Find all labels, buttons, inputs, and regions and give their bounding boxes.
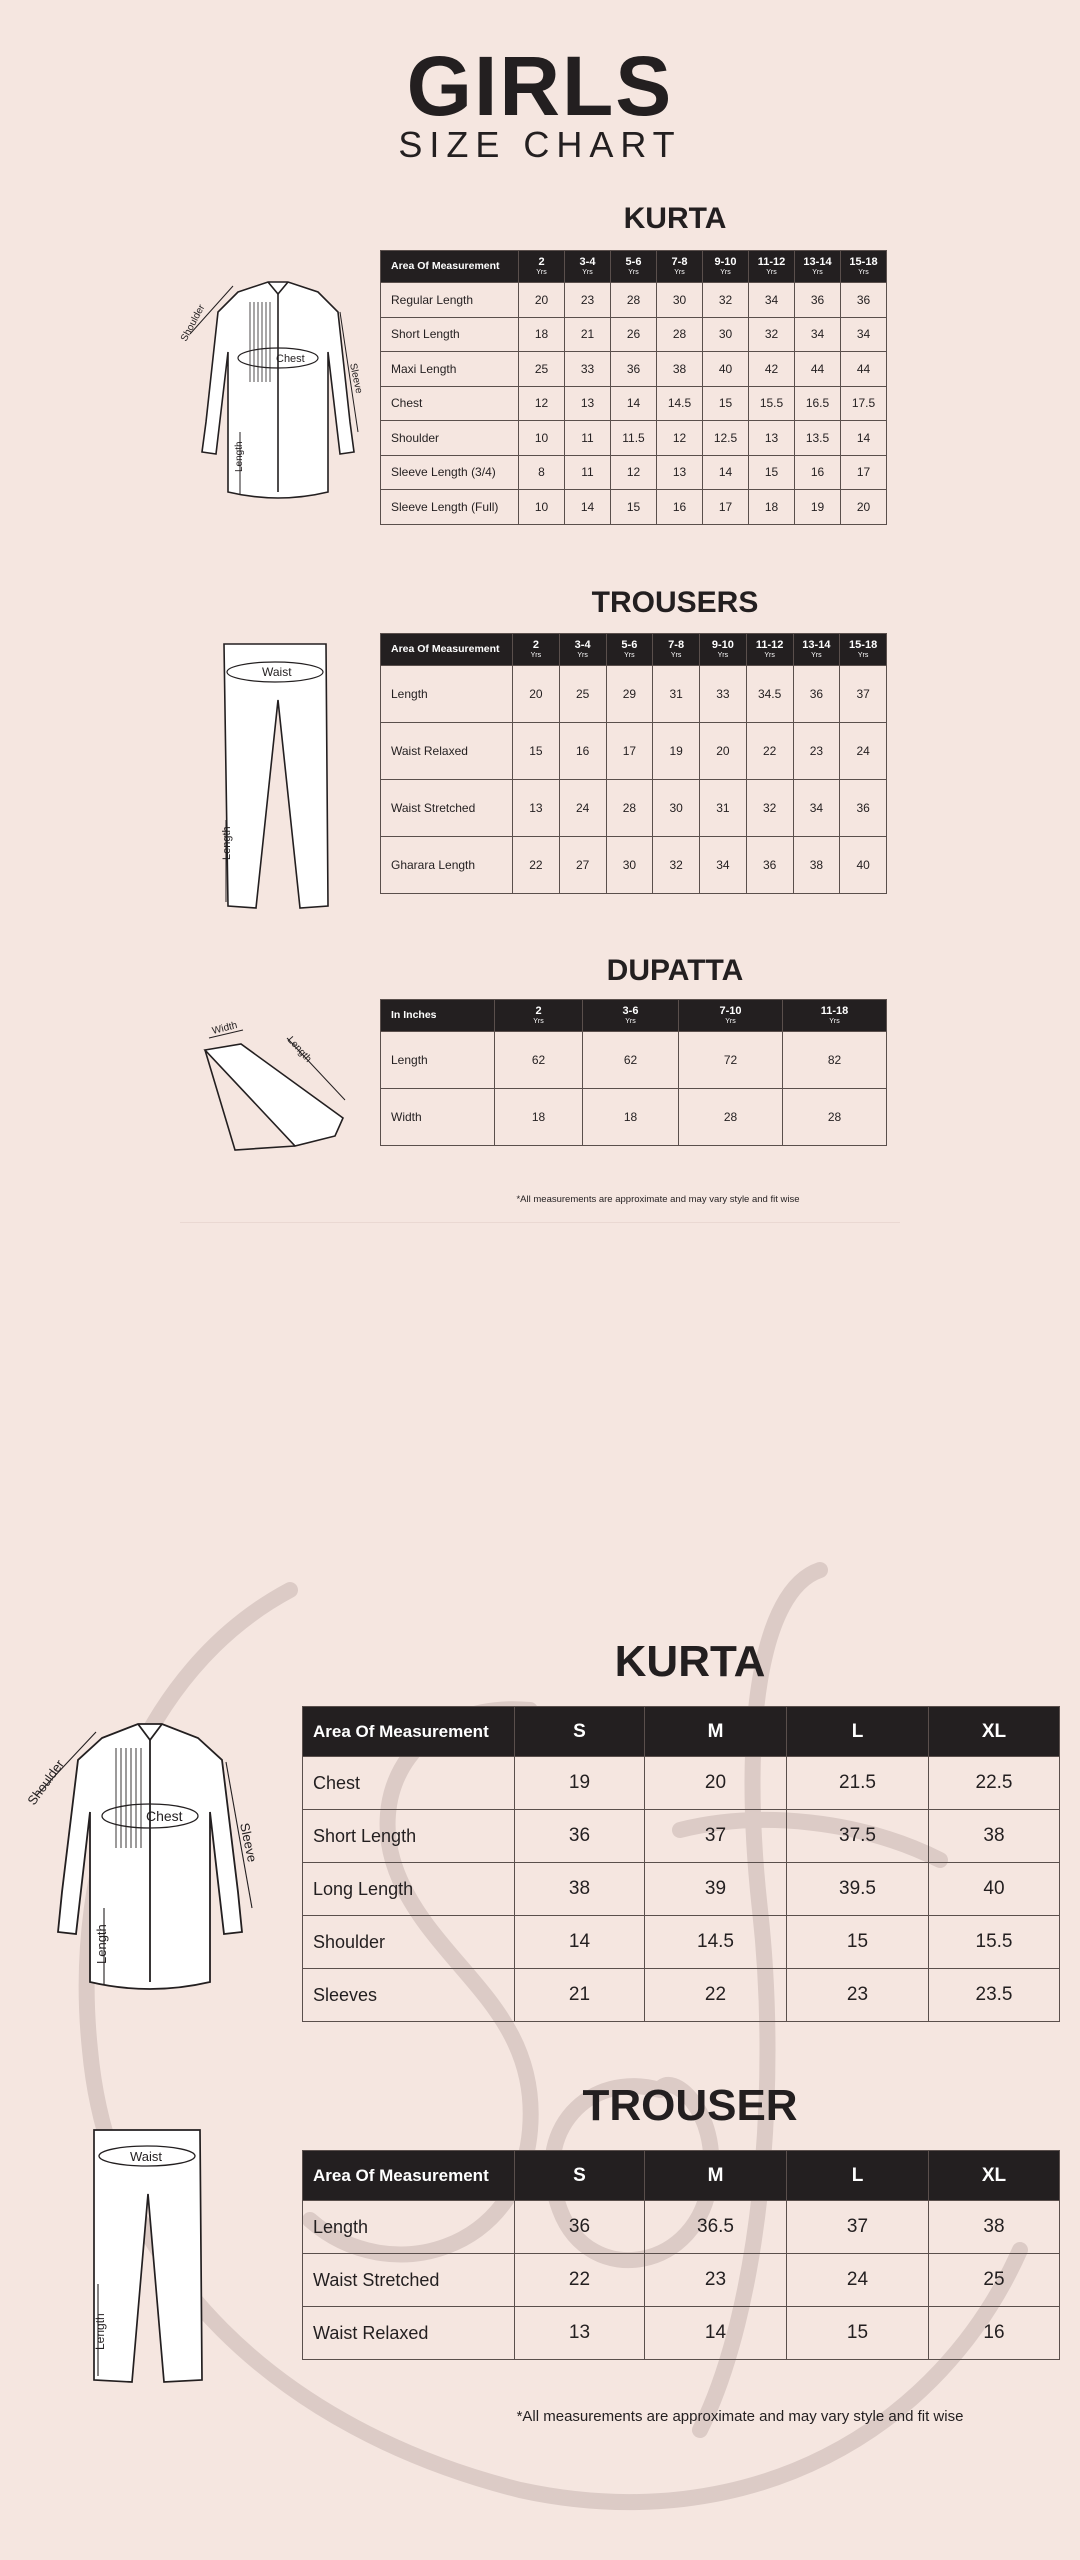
- measurement-value: 36: [841, 283, 887, 318]
- measurement-value: 23: [645, 2254, 787, 2307]
- measurement-value: 17: [841, 455, 887, 490]
- measurement-value: 24: [559, 780, 606, 837]
- kurta-sleeve-label: Sleeve: [347, 362, 365, 395]
- measurement-label: Sleeve Length (3/4): [381, 455, 519, 490]
- trouser-adult-length-label: Length: [93, 2313, 107, 2350]
- size-header: [787, 1707, 929, 1757]
- size-label: XL: [981, 1720, 1007, 1742]
- table-row: [303, 2307, 1060, 2360]
- measurement-value: 34: [700, 837, 747, 894]
- measurement-value: 15: [787, 1916, 929, 1969]
- table-row: [381, 386, 887, 421]
- measurement-value: 31: [700, 780, 747, 837]
- size-header: [700, 634, 747, 666]
- size-header: [746, 634, 793, 666]
- measurement-value: 42: [749, 352, 795, 387]
- measurement-value: 21: [515, 1969, 645, 2022]
- measurement-value: 10: [519, 421, 565, 456]
- measurement-value: 21: [565, 317, 611, 352]
- measurement-label: Shoulder: [303, 1916, 515, 1969]
- size-label: M: [707, 1720, 724, 1742]
- size-header: [703, 251, 749, 283]
- trousers-girls-size-table: [380, 633, 887, 894]
- measurement-value: 38: [515, 1863, 645, 1916]
- size-label: 15-18: [849, 638, 878, 651]
- size-label: 11-18: [820, 1004, 849, 1017]
- yrs-label: Yrs: [628, 269, 639, 277]
- table-row: [303, 1969, 1060, 2022]
- size-label: 7-8: [671, 255, 688, 268]
- measurement-value: 20: [513, 666, 560, 723]
- yrs-label: Yrs: [725, 1018, 736, 1026]
- measurement-value: 32: [746, 780, 793, 837]
- measurement-value: 21.5: [787, 1757, 929, 1810]
- measurement-value: 20: [841, 490, 887, 525]
- size-header: [515, 2151, 645, 2201]
- measurement-value: 38: [929, 1810, 1060, 1863]
- measurement-value: 16: [795, 455, 841, 490]
- dupatta-length-label: Length: [284, 1034, 314, 1065]
- size-header: [795, 251, 841, 283]
- section-divider: [180, 1222, 900, 1223]
- table-row: [381, 1089, 887, 1146]
- size-header: [653, 634, 700, 666]
- size-header: [583, 1000, 679, 1032]
- size-label: S: [573, 1720, 586, 1742]
- size-header: [929, 1707, 1060, 1757]
- size-label: 7-10: [719, 1004, 742, 1017]
- table-row: [381, 837, 887, 894]
- measurement-value: 23: [793, 723, 840, 780]
- kurta-area-header: Area Of Measurement: [381, 251, 519, 283]
- measurement-value: 13: [565, 386, 611, 421]
- measurement-value: 13: [515, 2307, 645, 2360]
- size-label: 3-4: [574, 638, 591, 651]
- table-row: [303, 1810, 1060, 1863]
- table-row: [381, 490, 887, 525]
- measurement-value: 39.5: [787, 1863, 929, 1916]
- size-header: [787, 2151, 929, 2201]
- kurta-length-label: Length: [234, 441, 245, 472]
- size-header: [559, 634, 606, 666]
- measurement-label: Waist Relaxed: [381, 723, 513, 780]
- kurta-adult-shoulder-label: Shoulder: [24, 1756, 68, 1808]
- measurement-value: 12: [611, 455, 657, 490]
- table-row: [381, 421, 887, 456]
- measurement-label: Long Length: [303, 1863, 515, 1916]
- measurement-value: 14: [645, 2307, 787, 2360]
- measurement-value: 62: [583, 1032, 679, 1089]
- measurement-value: 17: [703, 490, 749, 525]
- measurement-value: 22: [513, 837, 560, 894]
- trouser-adult-waist-label: Waist: [130, 2149, 163, 2164]
- measurement-label: Waist Relaxed: [303, 2307, 515, 2360]
- measurement-value: 22: [746, 723, 793, 780]
- size-header: [565, 251, 611, 283]
- measurement-value: 62: [495, 1032, 583, 1089]
- measurement-value: 28: [611, 283, 657, 318]
- measurement-value: 38: [929, 2201, 1060, 2254]
- table-row: [381, 666, 887, 723]
- measurement-value: 12.5: [703, 421, 749, 456]
- table-row: [381, 352, 887, 387]
- measurement-value: 11.5: [611, 421, 657, 456]
- kurta-shoulder-label: Shoulder: [178, 302, 208, 344]
- measurement-label: Length: [381, 1032, 495, 1089]
- table-row: [381, 723, 887, 780]
- measurement-value: 13.5: [795, 421, 841, 456]
- size-label: 2: [532, 638, 539, 651]
- measurement-label: Short Length: [303, 1810, 515, 1863]
- size-header: [657, 251, 703, 283]
- yrs-label: Yrs: [536, 269, 547, 277]
- measurement-value: 10: [519, 490, 565, 525]
- size-label: 13-14: [803, 255, 832, 268]
- yrs-label: Yrs: [720, 269, 731, 277]
- size-header: [515, 1707, 645, 1757]
- measurement-value: 31: [653, 666, 700, 723]
- size-header: [606, 634, 653, 666]
- yrs-label: Yrs: [829, 1018, 840, 1026]
- kurta-adult-section-title: KURTA: [614, 1637, 766, 1686]
- measurement-value: 16: [657, 490, 703, 525]
- size-label: 13-14: [802, 638, 831, 651]
- measurement-value: 18: [519, 317, 565, 352]
- trouser-adult-size-table: [302, 2150, 1060, 2360]
- measurement-value: 28: [679, 1089, 783, 1146]
- measurement-value: 14: [515, 1916, 645, 1969]
- measurement-value: 28: [657, 317, 703, 352]
- measurement-value: 15: [703, 386, 749, 421]
- trousers-area-header: Area Of Measurement: [381, 634, 513, 666]
- table-row: [381, 780, 887, 837]
- yrs-label: Yrs: [766, 269, 777, 277]
- size-header: [645, 1707, 787, 1757]
- measurement-value: 14: [841, 421, 887, 456]
- measurement-value: 39: [645, 1863, 787, 1916]
- measurement-value: 38: [793, 837, 840, 894]
- measurement-value: 34: [793, 780, 840, 837]
- size-label: L: [851, 2164, 864, 2186]
- kurta-girls-size-table: [380, 250, 887, 525]
- measurement-value: 32: [703, 283, 749, 318]
- measurement-value: 18: [495, 1089, 583, 1146]
- measurement-value: 29: [606, 666, 653, 723]
- table-row: [303, 2201, 1060, 2254]
- yrs-label: Yrs: [812, 269, 823, 277]
- size-label: 15-18: [849, 255, 878, 268]
- measurement-label: Chest: [303, 1757, 515, 1810]
- measurement-value: 19: [795, 490, 841, 525]
- measurement-value: 30: [657, 283, 703, 318]
- measurement-value: 15: [513, 723, 560, 780]
- measurement-value: 82: [783, 1032, 887, 1089]
- size-label: 2: [538, 255, 545, 268]
- measurement-value: 24: [840, 723, 887, 780]
- measurement-value: 18: [583, 1089, 679, 1146]
- measurement-label: Regular Length: [381, 283, 519, 318]
- kurta-adult-sleeve-label: Sleeve: [237, 1821, 261, 1864]
- measurement-value: 15.5: [749, 386, 795, 421]
- measurement-value: 37: [787, 2201, 929, 2254]
- measurement-value: 28: [606, 780, 653, 837]
- table-row: [303, 1863, 1060, 1916]
- size-header: [793, 634, 840, 666]
- measurement-value: 24: [787, 2254, 929, 2307]
- measurement-value: 16.5: [795, 386, 841, 421]
- trousers-illustration: [200, 640, 360, 910]
- size-header: [645, 2151, 787, 2201]
- size-header: [840, 634, 887, 666]
- measurement-value: 13: [513, 780, 560, 837]
- measurement-value: 34: [841, 317, 887, 352]
- measurement-value: 34.5: [746, 666, 793, 723]
- size-label: 5-6: [621, 638, 638, 651]
- dupatta-section-title: DUPATTA: [606, 954, 744, 987]
- measurement-value: 33: [565, 352, 611, 387]
- measurement-value: 16: [929, 2307, 1060, 2360]
- measurement-label: Shoulder: [381, 421, 519, 456]
- table-row: [381, 283, 887, 318]
- measurement-label: Length: [303, 2201, 515, 2254]
- size-label: XL: [981, 2164, 1007, 2186]
- measurement-value: 34: [795, 317, 841, 352]
- measurement-value: 22.5: [929, 1757, 1060, 1810]
- measurement-value: 72: [679, 1032, 783, 1089]
- table-row: [303, 1916, 1060, 1969]
- size-label: 9-10: [711, 638, 734, 651]
- measurement-value: 38: [657, 352, 703, 387]
- size-label: 3-6: [622, 1004, 639, 1017]
- measurement-value: 18: [749, 490, 795, 525]
- measurement-value: 30: [653, 780, 700, 837]
- measurement-value: 27: [559, 837, 606, 894]
- measurement-value: 36: [795, 283, 841, 318]
- measurement-value: 22: [515, 2254, 645, 2307]
- measurement-value: 13: [749, 421, 795, 456]
- kurta-adult-illustration: [24, 1712, 270, 2002]
- measurement-value: 15.5: [929, 1916, 1060, 1969]
- size-label: L: [851, 1720, 864, 1742]
- measurement-label: Maxi Length: [381, 352, 519, 387]
- size-label: 9-10: [714, 255, 737, 268]
- measurement-value: 20: [519, 283, 565, 318]
- measurement-value: 36: [840, 780, 887, 837]
- dupatta-size-table: [380, 999, 887, 1146]
- kurta-adult-chest-label: Chest: [146, 1808, 183, 1824]
- measurement-value: 36: [746, 837, 793, 894]
- measurement-value: 40: [840, 837, 887, 894]
- measurement-label: Waist Stretched: [381, 780, 513, 837]
- yrs-label: Yrs: [858, 269, 869, 277]
- measurement-value: 40: [929, 1863, 1060, 1916]
- dupatta-area-header: In Inches: [381, 1000, 495, 1032]
- measurement-label: Chest: [381, 386, 519, 421]
- measurement-value: 14.5: [645, 1916, 787, 1969]
- measurement-value: 20: [645, 1757, 787, 1810]
- measurement-value: 15: [611, 490, 657, 525]
- yrs-label: Yrs: [670, 652, 682, 660]
- yrs-label: Yrs: [811, 652, 822, 660]
- measurement-value: 36.5: [645, 2201, 787, 2254]
- measurement-value: 25: [519, 352, 565, 387]
- measurement-value: 8: [519, 455, 565, 490]
- measurement-value: 40: [703, 352, 749, 387]
- size-label: 7-8: [668, 638, 685, 651]
- size-label: 11-12: [755, 638, 784, 651]
- size-header: [841, 251, 887, 283]
- size-header: [495, 1000, 583, 1032]
- measurement-value: 26: [611, 317, 657, 352]
- measurement-value: 16: [559, 723, 606, 780]
- measurement-value: 36: [793, 666, 840, 723]
- measurement-value: 19: [515, 1757, 645, 1810]
- measurement-value: 37: [645, 1810, 787, 1863]
- measurement-value: 22: [645, 1969, 787, 2022]
- measurement-value: 13: [657, 455, 703, 490]
- measurement-value: 15: [749, 455, 795, 490]
- measurement-value: 23: [565, 283, 611, 318]
- yrs-label: Yrs: [625, 1018, 636, 1026]
- measurement-value: 28: [783, 1089, 887, 1146]
- size-header: [783, 1000, 887, 1032]
- measurement-label: Sleeves: [303, 1969, 515, 2022]
- size-label: 3-4: [579, 255, 596, 268]
- measurement-value: 19: [653, 723, 700, 780]
- measurement-value: 12: [657, 421, 703, 456]
- measurement-value: 36: [515, 1810, 645, 1863]
- measurement-label: Length: [381, 666, 513, 723]
- measurement-value: 44: [841, 352, 887, 387]
- measurement-value: 14: [703, 455, 749, 490]
- size-label: M: [707, 2164, 724, 2186]
- kurta-section-title: KURTA: [623, 202, 727, 235]
- table-row: [381, 317, 887, 352]
- measurement-value: 30: [703, 317, 749, 352]
- measurement-value: 14: [565, 490, 611, 525]
- trouser-adult-illustration: [84, 2124, 214, 2384]
- measurement-value: 17.5: [841, 386, 887, 421]
- dupatta-width-label: Width: [211, 1020, 239, 1037]
- kurta-adult-size-table: [302, 1706, 1060, 2022]
- size-header: [611, 251, 657, 283]
- yrs-label: Yrs: [624, 652, 635, 660]
- measurement-value: 30: [606, 837, 653, 894]
- measurement-value: 37: [840, 666, 887, 723]
- measurement-label: Short Length: [381, 317, 519, 352]
- measurement-value: 23.5: [929, 1969, 1060, 2022]
- measurement-label: Waist Stretched: [303, 2254, 515, 2307]
- trouser-adult-section-title: TROUSER: [582, 2081, 798, 2130]
- kurta-chest-label: Chest: [276, 353, 305, 365]
- trousers-section-title: TROUSERS: [591, 586, 759, 619]
- page-subtitle: SIZE CHART: [398, 124, 682, 165]
- dupatta-illustration: [195, 1000, 355, 1160]
- measurement-value: 36: [611, 352, 657, 387]
- measurement-value: 20: [700, 723, 747, 780]
- measurement-value: 11: [565, 455, 611, 490]
- measurement-value: 14.5: [657, 386, 703, 421]
- measurement-value: 34: [749, 283, 795, 318]
- size-label: 2: [535, 1004, 542, 1017]
- measurement-value: 33: [700, 666, 747, 723]
- kurta-adult-length-label: Length: [94, 1924, 109, 1964]
- measurement-value: 36: [515, 2201, 645, 2254]
- size-header: [929, 2151, 1060, 2201]
- measurement-value: 23: [787, 1969, 929, 2022]
- measurement-value: 44: [795, 352, 841, 387]
- measurement-value: 37.5: [787, 1810, 929, 1863]
- size-header: [749, 251, 795, 283]
- yrs-label: Yrs: [717, 652, 729, 660]
- measurement-value: 25: [559, 666, 606, 723]
- trousers-length-label: Length: [221, 826, 233, 860]
- measurement-note-bottom: *All measurements are approximate and may vary style and fit wise: [516, 2408, 964, 2425]
- table-row: [303, 1757, 1060, 1810]
- yrs-label: Yrs: [533, 1018, 544, 1026]
- size-header: [513, 634, 560, 666]
- trouser-adult-area-header: Area Of Measurement: [303, 2151, 515, 2201]
- yrs-label: Yrs: [764, 652, 775, 660]
- table-row: [381, 1032, 887, 1089]
- measurement-value: 11: [565, 421, 611, 456]
- size-label: 5-6: [625, 255, 642, 268]
- trousers-waist-label: Waist: [262, 665, 292, 679]
- page-title: GIRLS: [406, 39, 674, 133]
- yrs-label: Yrs: [577, 652, 588, 660]
- measurement-label: Gharara Length: [381, 837, 513, 894]
- yrs-label: Yrs: [582, 269, 593, 277]
- measurement-value: 14: [611, 386, 657, 421]
- measurement-value: 17: [606, 723, 653, 780]
- measurement-value: 15: [787, 2307, 929, 2360]
- measurement-note-top: *All measurements are approximate and may vary style and fit wise: [516, 1194, 800, 1205]
- measurement-value: 25: [929, 2254, 1060, 2307]
- measurement-label: Width: [381, 1089, 495, 1146]
- size-label: S: [573, 2164, 586, 2186]
- yrs-label: Yrs: [857, 652, 869, 660]
- size-header: [519, 251, 565, 283]
- yrs-label: Yrs: [674, 269, 685, 277]
- measurement-label: Sleeve Length (Full): [381, 490, 519, 525]
- size-label: 11-12: [757, 255, 786, 268]
- measurement-value: 32: [653, 837, 700, 894]
- size-header: [679, 1000, 783, 1032]
- yrs-label: Yrs: [530, 652, 542, 660]
- kurta-illustration: [178, 272, 378, 512]
- measurement-value: 12: [519, 386, 565, 421]
- measurement-value: 32: [749, 317, 795, 352]
- table-row: [303, 2254, 1060, 2307]
- kurta-adult-area-header: Area Of Measurement: [303, 1707, 515, 1757]
- table-row: [381, 455, 887, 490]
